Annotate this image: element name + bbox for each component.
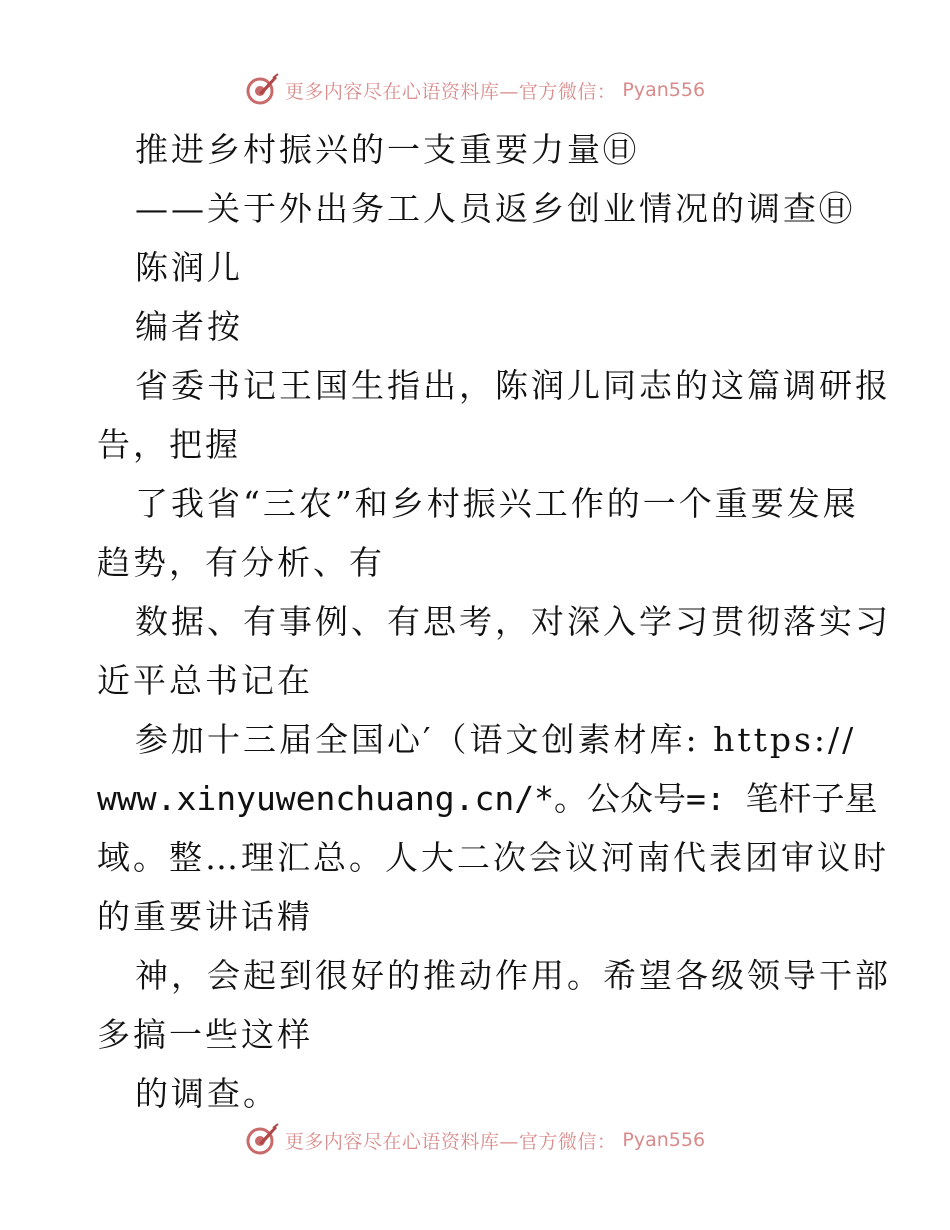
quill-logo-icon xyxy=(245,1123,279,1157)
editor-note-heading: 编者按 xyxy=(135,307,243,346)
paragraph-line: 省委书记王国生指出，陈润儿同志的这篇调研报 xyxy=(135,366,891,405)
paragraph-line: 了我省“三农”和乡村振兴工作的一个重要发展 xyxy=(135,484,859,523)
paragraph-line: 近平总书记在 xyxy=(97,661,313,700)
watermark-text: 更多内容尽在心语资料库—官方微信： xyxy=(284,1130,617,1153)
paragraph-line: 多搞一些这样 xyxy=(97,1015,313,1054)
header-watermark xyxy=(0,70,950,110)
quill-logo-icon xyxy=(245,73,279,107)
paragraph-line: 参加十三届全国心′（语文创素材库: https:// xyxy=(135,720,857,759)
watermark-text: 更多内容尽在心语资料库—官方微信： xyxy=(284,80,617,103)
paragraph-line: 域。整…理汇总。人大二次会议河南代表团审议时 xyxy=(97,838,889,877)
watermark-wechat-id: Pyan556 xyxy=(622,79,706,101)
article-title: 推进乡村振兴的一支重要力量㊐ xyxy=(135,130,639,169)
document-body xyxy=(97,120,891,1123)
paragraph-line: 数据、有事例、有思考，对深入学习贯彻落实习 xyxy=(135,602,891,641)
watermark-wechat-id: Pyan556 xyxy=(622,1129,706,1151)
paragraph-line: 的重要讲话精 xyxy=(97,897,313,936)
article-subtitle: ——关于外出务工人员返乡创业情况的调查㊐ xyxy=(135,189,855,228)
paragraph-line: 的调查。 xyxy=(135,1074,279,1113)
paragraph-line-url: www.xinyuwenchuang.cn/*。公众号=: 笔杆子星 xyxy=(97,779,878,818)
paragraph-line: 趋势，有分析、有 xyxy=(97,543,385,582)
article-author: 陈润儿 xyxy=(135,248,243,287)
paragraph-line: 告，把握 xyxy=(97,425,241,464)
paragraph-line: 神，会起到很好的推动作用。希望各级领导干部 xyxy=(135,956,891,995)
footer-watermark xyxy=(0,1120,950,1160)
